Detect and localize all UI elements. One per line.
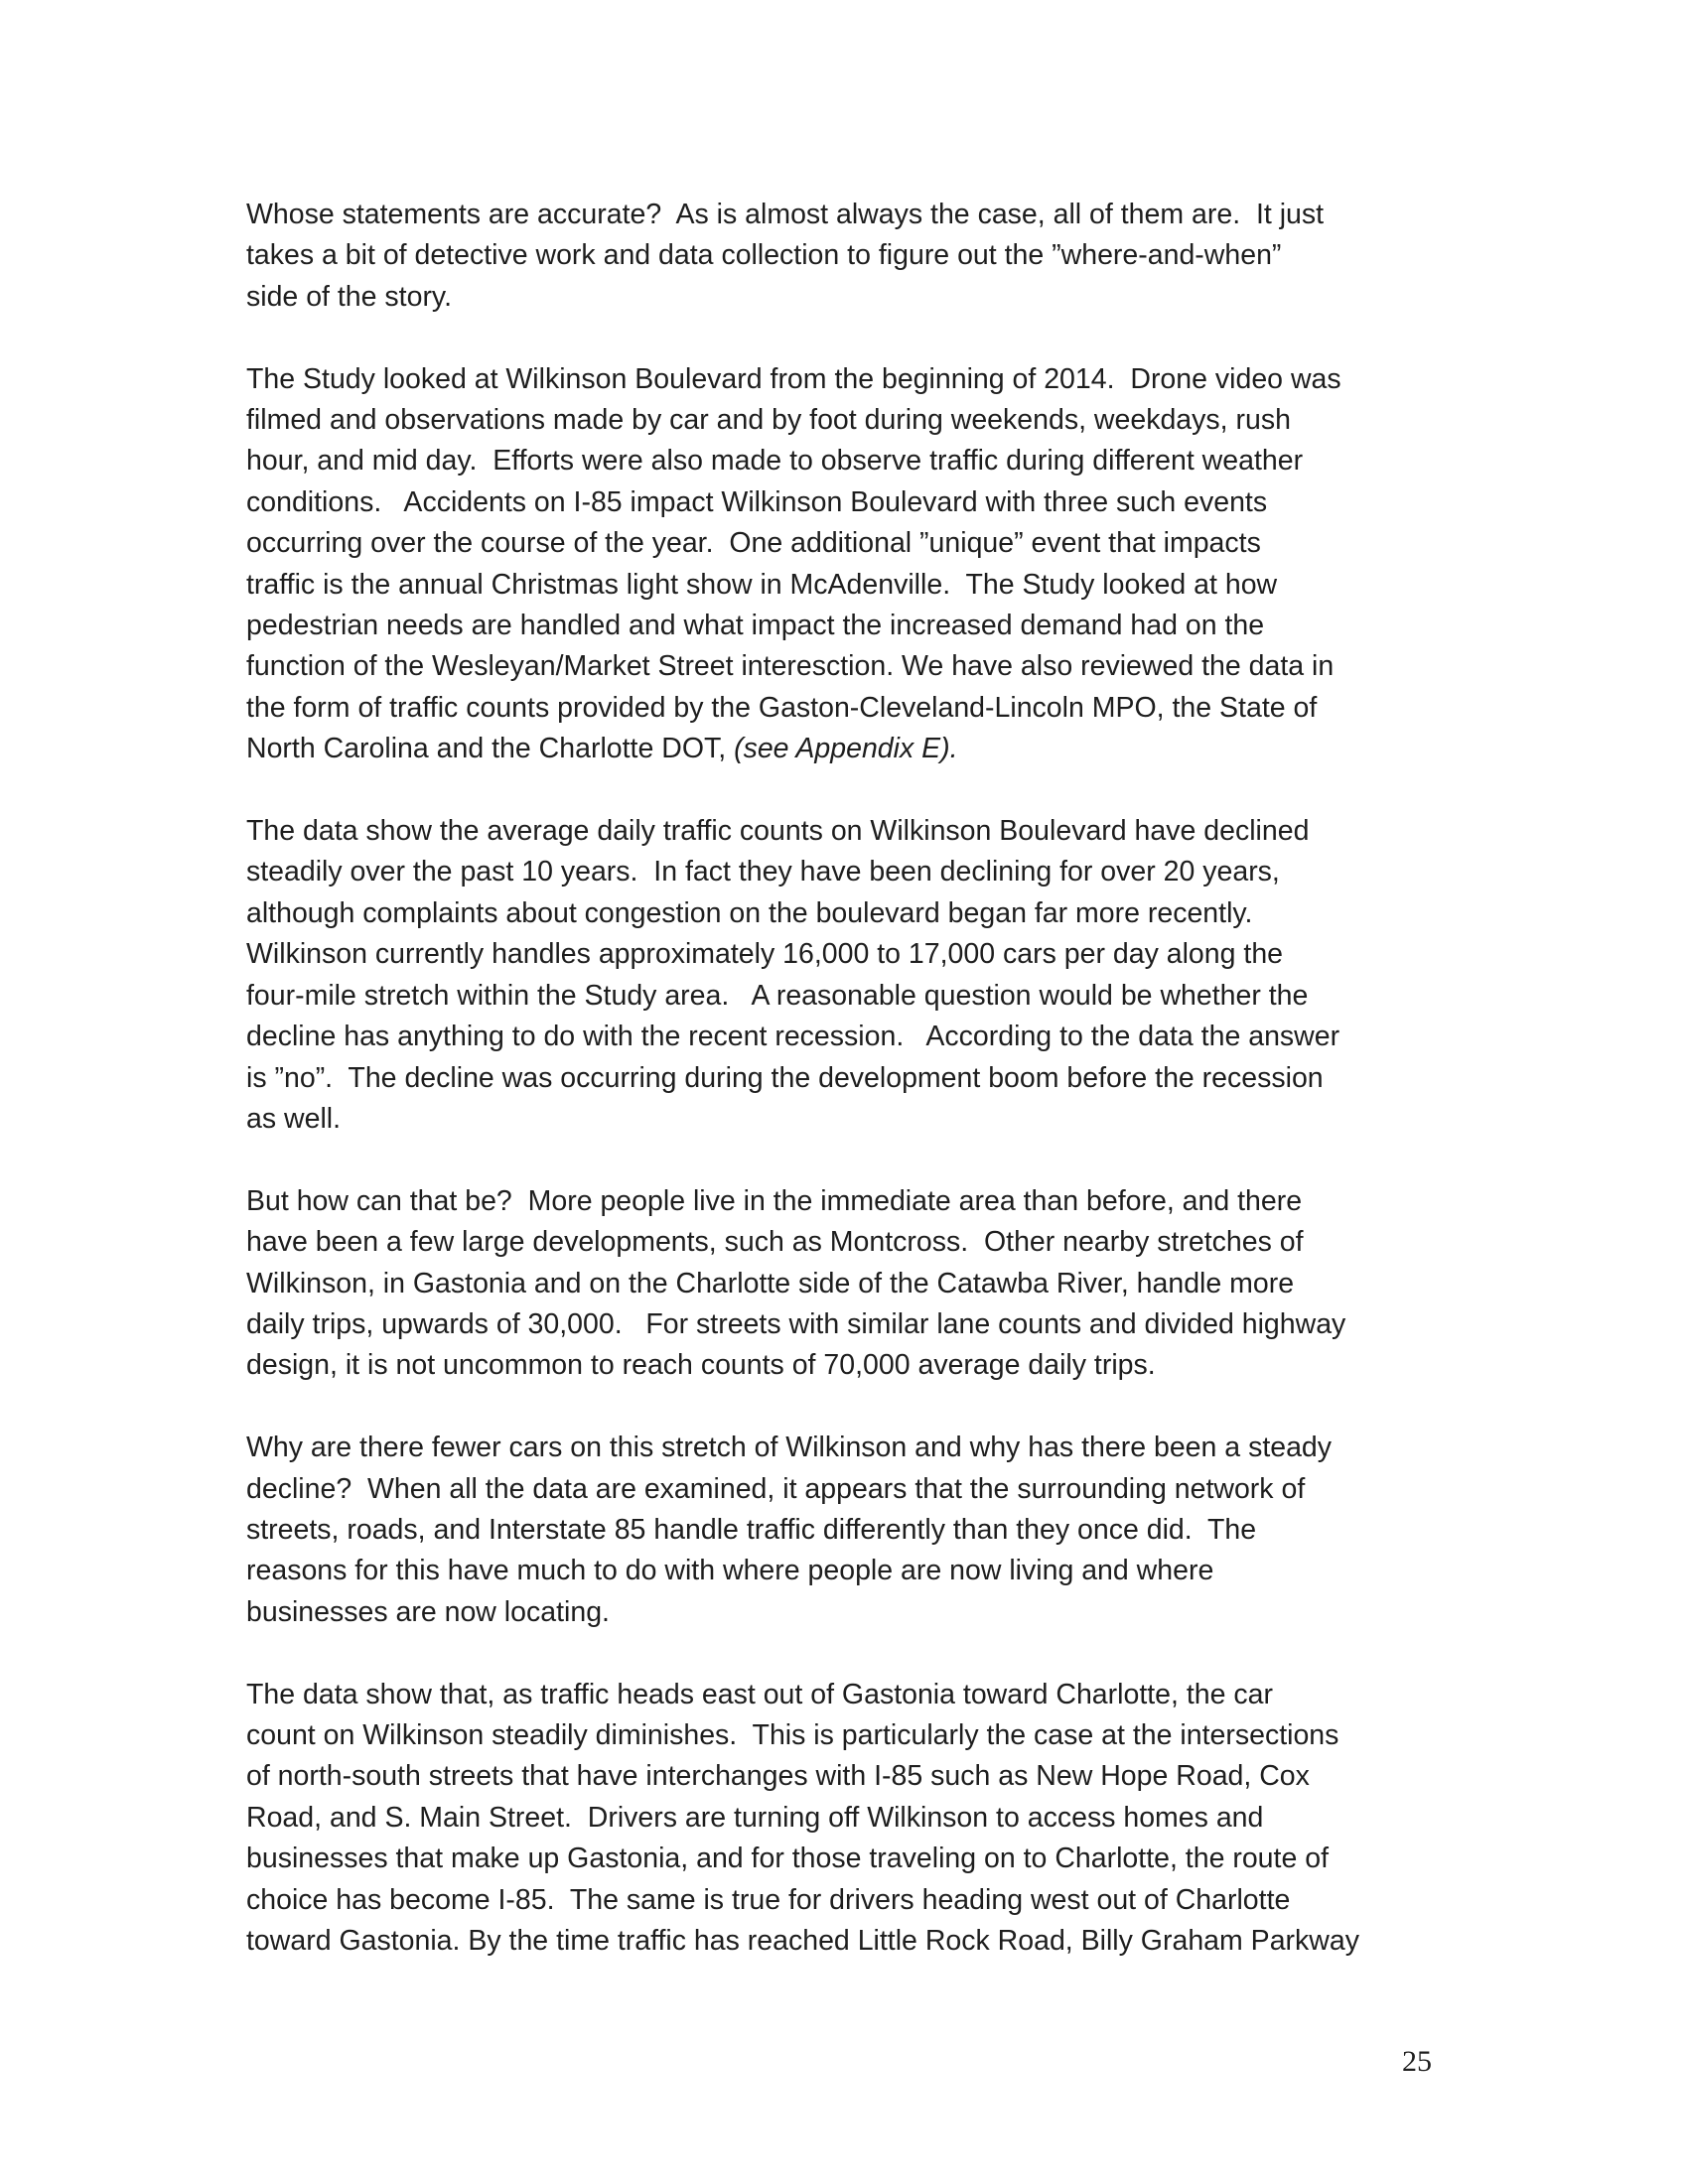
text-line: businesses that make up Gastonia, and for those traveling on to Charlotte, the route of	[246, 1843, 1329, 1875]
text-line: But how can that be? More people live in the immediate area than before, and there	[246, 1184, 1303, 1217]
text-line: side of the story.	[246, 280, 452, 313]
text-line: design, it is not uncommon to reach counts of 70,000 average daily trips.	[246, 1349, 1156, 1382]
text-line: daily trips, upwards of 30,000. For streets with similar lane counts and divided highway	[246, 1307, 1346, 1340]
paragraph-how-can-that-be	[246, 1181, 1448, 1387]
text-line: Why are there fewer cars on this stretch of Wilkinson and why has there been a steady	[246, 1432, 1333, 1464]
text-line: as well.	[246, 1102, 342, 1135]
paragraph-study-observations	[246, 359, 1448, 770]
text-line: takes a bit of detective work and data collection to figure out the ”where-and-when”	[246, 239, 1282, 272]
text-line: The Study looked at Wilkinson Boulevard from the beginning of 2014. Drone video was	[246, 362, 1341, 395]
text-line: The data show that, as traffic heads east out of Gastonia toward Charlotte, the car	[246, 1678, 1273, 1710]
text-line: conditions. Accidents on I-85 impact Wilkinson Boulevard with three such events	[246, 485, 1268, 518]
paragraph-accurate-statements	[246, 195, 1448, 318]
text-line: decline? When all the data are examined, it appears that the surrounding network of	[246, 1472, 1306, 1505]
text-line: have been a few large developments, such as Montcross. Other nearby stretches of	[246, 1226, 1304, 1259]
text-line: pedestrian needs are handled and what impact the increased demand had on the	[246, 610, 1265, 642]
text-line: decline has anything to do with the recent recession. According to the data the answer	[246, 1021, 1340, 1053]
text-line: hour, and mid day. Efforts were also made to observe traffic during different weather	[246, 445, 1304, 478]
text-line: the form of traffic counts provided by the Gaston-Cleveland-Lincoln MPO, the State of	[246, 691, 1318, 724]
text-line: four-mile stretch within the Study area. A reasonable question would be whether the	[246, 979, 1309, 1012]
text-line: businesses are now locating.	[246, 1595, 610, 1628]
text-line: traffic is the annual Christmas light show in McAdenville. The Study looked at how	[246, 568, 1278, 601]
text-line: Whose statements are accurate? As is almost always the case, all of them are. It just	[246, 199, 1325, 230]
text-line: Road, and S. Main Street. Drivers are turning off Wilkinson to access homes and	[246, 1801, 1264, 1834]
text-line: steadily over the past 10 years. In fact they have been declining for over 20 years,	[246, 856, 1280, 888]
text-line: of north-south streets that have interchanges with I-85 such as New Hope Road, Cox	[246, 1760, 1310, 1793]
text-line: although complaints about congestion on the boulevard began far more recently.	[246, 896, 1253, 929]
paragraph-traffic-heads-east	[246, 1675, 1448, 1963]
text-line: Wilkinson currently handles approximately 16,000 to 17,000 cars per day along the	[246, 938, 1284, 971]
text-line-plain: North Carolina and the Charlotte DOT,	[246, 733, 735, 765]
body-text	[246, 195, 1448, 2003]
paragraph-fewer-cars	[246, 1428, 1448, 1633]
text-line: occurring over the course of the year. One additional ”unique” event that impacts	[246, 527, 1261, 560]
text-line: toward Gastonia. By the time traffic has reached Little Rock Road, Billy Graham Parkway	[246, 1924, 1359, 1957]
text-line: filmed and observations made by car and by foot during weekends, weekdays, rush	[246, 404, 1291, 437]
text-line: streets, roads, and Interstate 85 handle traffic differently than they once did. The	[246, 1513, 1257, 1546]
paragraph-traffic-decline	[246, 811, 1448, 1140]
text-line: is ”no”. The decline was occurring during the development boom before the recession	[246, 1061, 1324, 1094]
text-line: function of the Wesleyan/Market Street interesction. We have also reviewed the data in	[246, 650, 1335, 683]
page-number: 25	[1402, 2045, 1432, 2078]
text-line	[246, 729, 1448, 769]
appendix-reference: (see Appendix E).	[734, 733, 958, 765]
text-line: Wilkinson, in Gastonia and on the Charlotte side of the Catawba River, handle more	[246, 1267, 1295, 1299]
text-line: choice has become I-85. The same is true for drivers heading west out of Charlotte	[246, 1883, 1291, 1916]
text-line: The data show the average daily traffic counts on Wilkinson Boulevard have declined	[246, 815, 1310, 848]
text-line: count on Wilkinson steadily diminishes. This is particularly the case at the intersections	[246, 1718, 1339, 1751]
text-line: reasons for this have much to do with where people are now living and where	[246, 1555, 1214, 1587]
